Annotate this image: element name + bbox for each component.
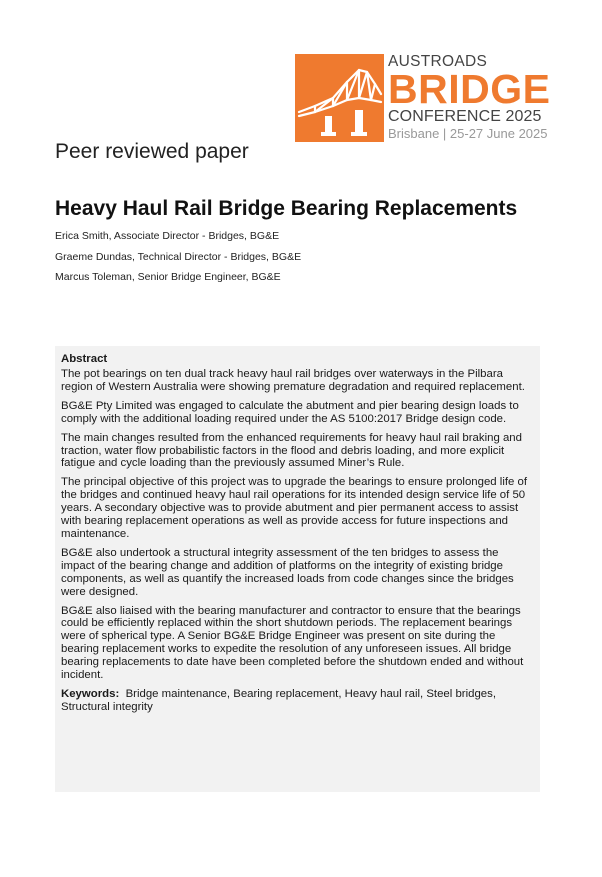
abstract-paragraph-5: BG&E also undertook a structural integrity assessment of the ten bridges to assess the impact of the bearing change and addition of platforms on the integrity of existing bridge components, as well as quantify the increased loads from code changes since the bridges were designed. [61, 546, 514, 598]
author-list [55, 229, 301, 291]
keywords-label: Keywords: [61, 687, 120, 700]
abstract-paragraph-3: The main changes resulted from the enhanced requirements for heavy haul rail braking and traction, water flow probabilistic factors in the flood and debris loading, and more explicit fatigue and cycle loading than the previously assumed Miner’s Rule. [61, 431, 522, 470]
abstract-paragraph-4: The principal objective of this project was to upgrade the bearings to ensure prolonged life of the bridges and continued heavy haul rail operations for its intended design service life of 50 years. A secondary objective was to provide abutment and pier permanent access to assist with bearing replacement operations as well as provide access for future inspections and maintenance. [61, 476, 528, 540]
paper-title: Heavy Haul Rail Bridge Bearing Replacements [55, 197, 518, 220]
logo-mark [295, 54, 384, 142]
logo-bridge: BRIDGE [388, 66, 551, 112]
logo-location-date: Brisbane | 25-27 June 2025 [388, 126, 548, 141]
abstract-paragraph-1: The pot bearings on ten dual track heavy haul rail bridges over waterways in the Pilbara region of Western Australia were showing premature degradation and required replacement. [61, 368, 525, 393]
abstract-paragraph-6: BG&E also liaised with the bearing manufacturer and contractor to ensure that the bearings could be efficiently replaced within the short shutdown periods. The replacement bearings were of spherical type. A Senior BG&E Bridge Engineer was present on site during the bearing replacement works to expedite the resolution of any unforeseen issues. All bridge bearing replacements to date have been completed before the shutdown ended and without incident. [61, 604, 524, 682]
logo-conference: CONFERENCE 2025 [388, 108, 542, 125]
author-1: Erica Smith, Associate Director - Bridges, BG&E [55, 230, 280, 242]
author-2: Graeme Dundas, Technical Director - Bridges, BG&E [55, 250, 302, 263]
conference-logo [295, 53, 551, 144]
abstract-box [55, 346, 540, 792]
logo-austroads: AUSTROADS [388, 53, 488, 70]
logo-wordmark [388, 53, 551, 142]
bridge-icon [295, 54, 384, 142]
abstract-heading: Abstract [61, 353, 108, 365]
abstract-paragraph-2: BG&E Pty Limited was engaged to calculate the abutment and pier bearing design loads to comply with the additional loading required under the AS 5100:2017 Bridge design code. [61, 399, 519, 425]
keywords-line [61, 688, 534, 714]
author-3: Marcus Toleman, Senior Bridge Engineer, BG&E [55, 271, 281, 283]
peer-reviewed-label: Peer reviewed paper [55, 140, 249, 163]
keywords-text: Bridge maintenance, Bearing replacement, Heavy haul rail, Steel bridges, Structural integrity [61, 687, 496, 713]
